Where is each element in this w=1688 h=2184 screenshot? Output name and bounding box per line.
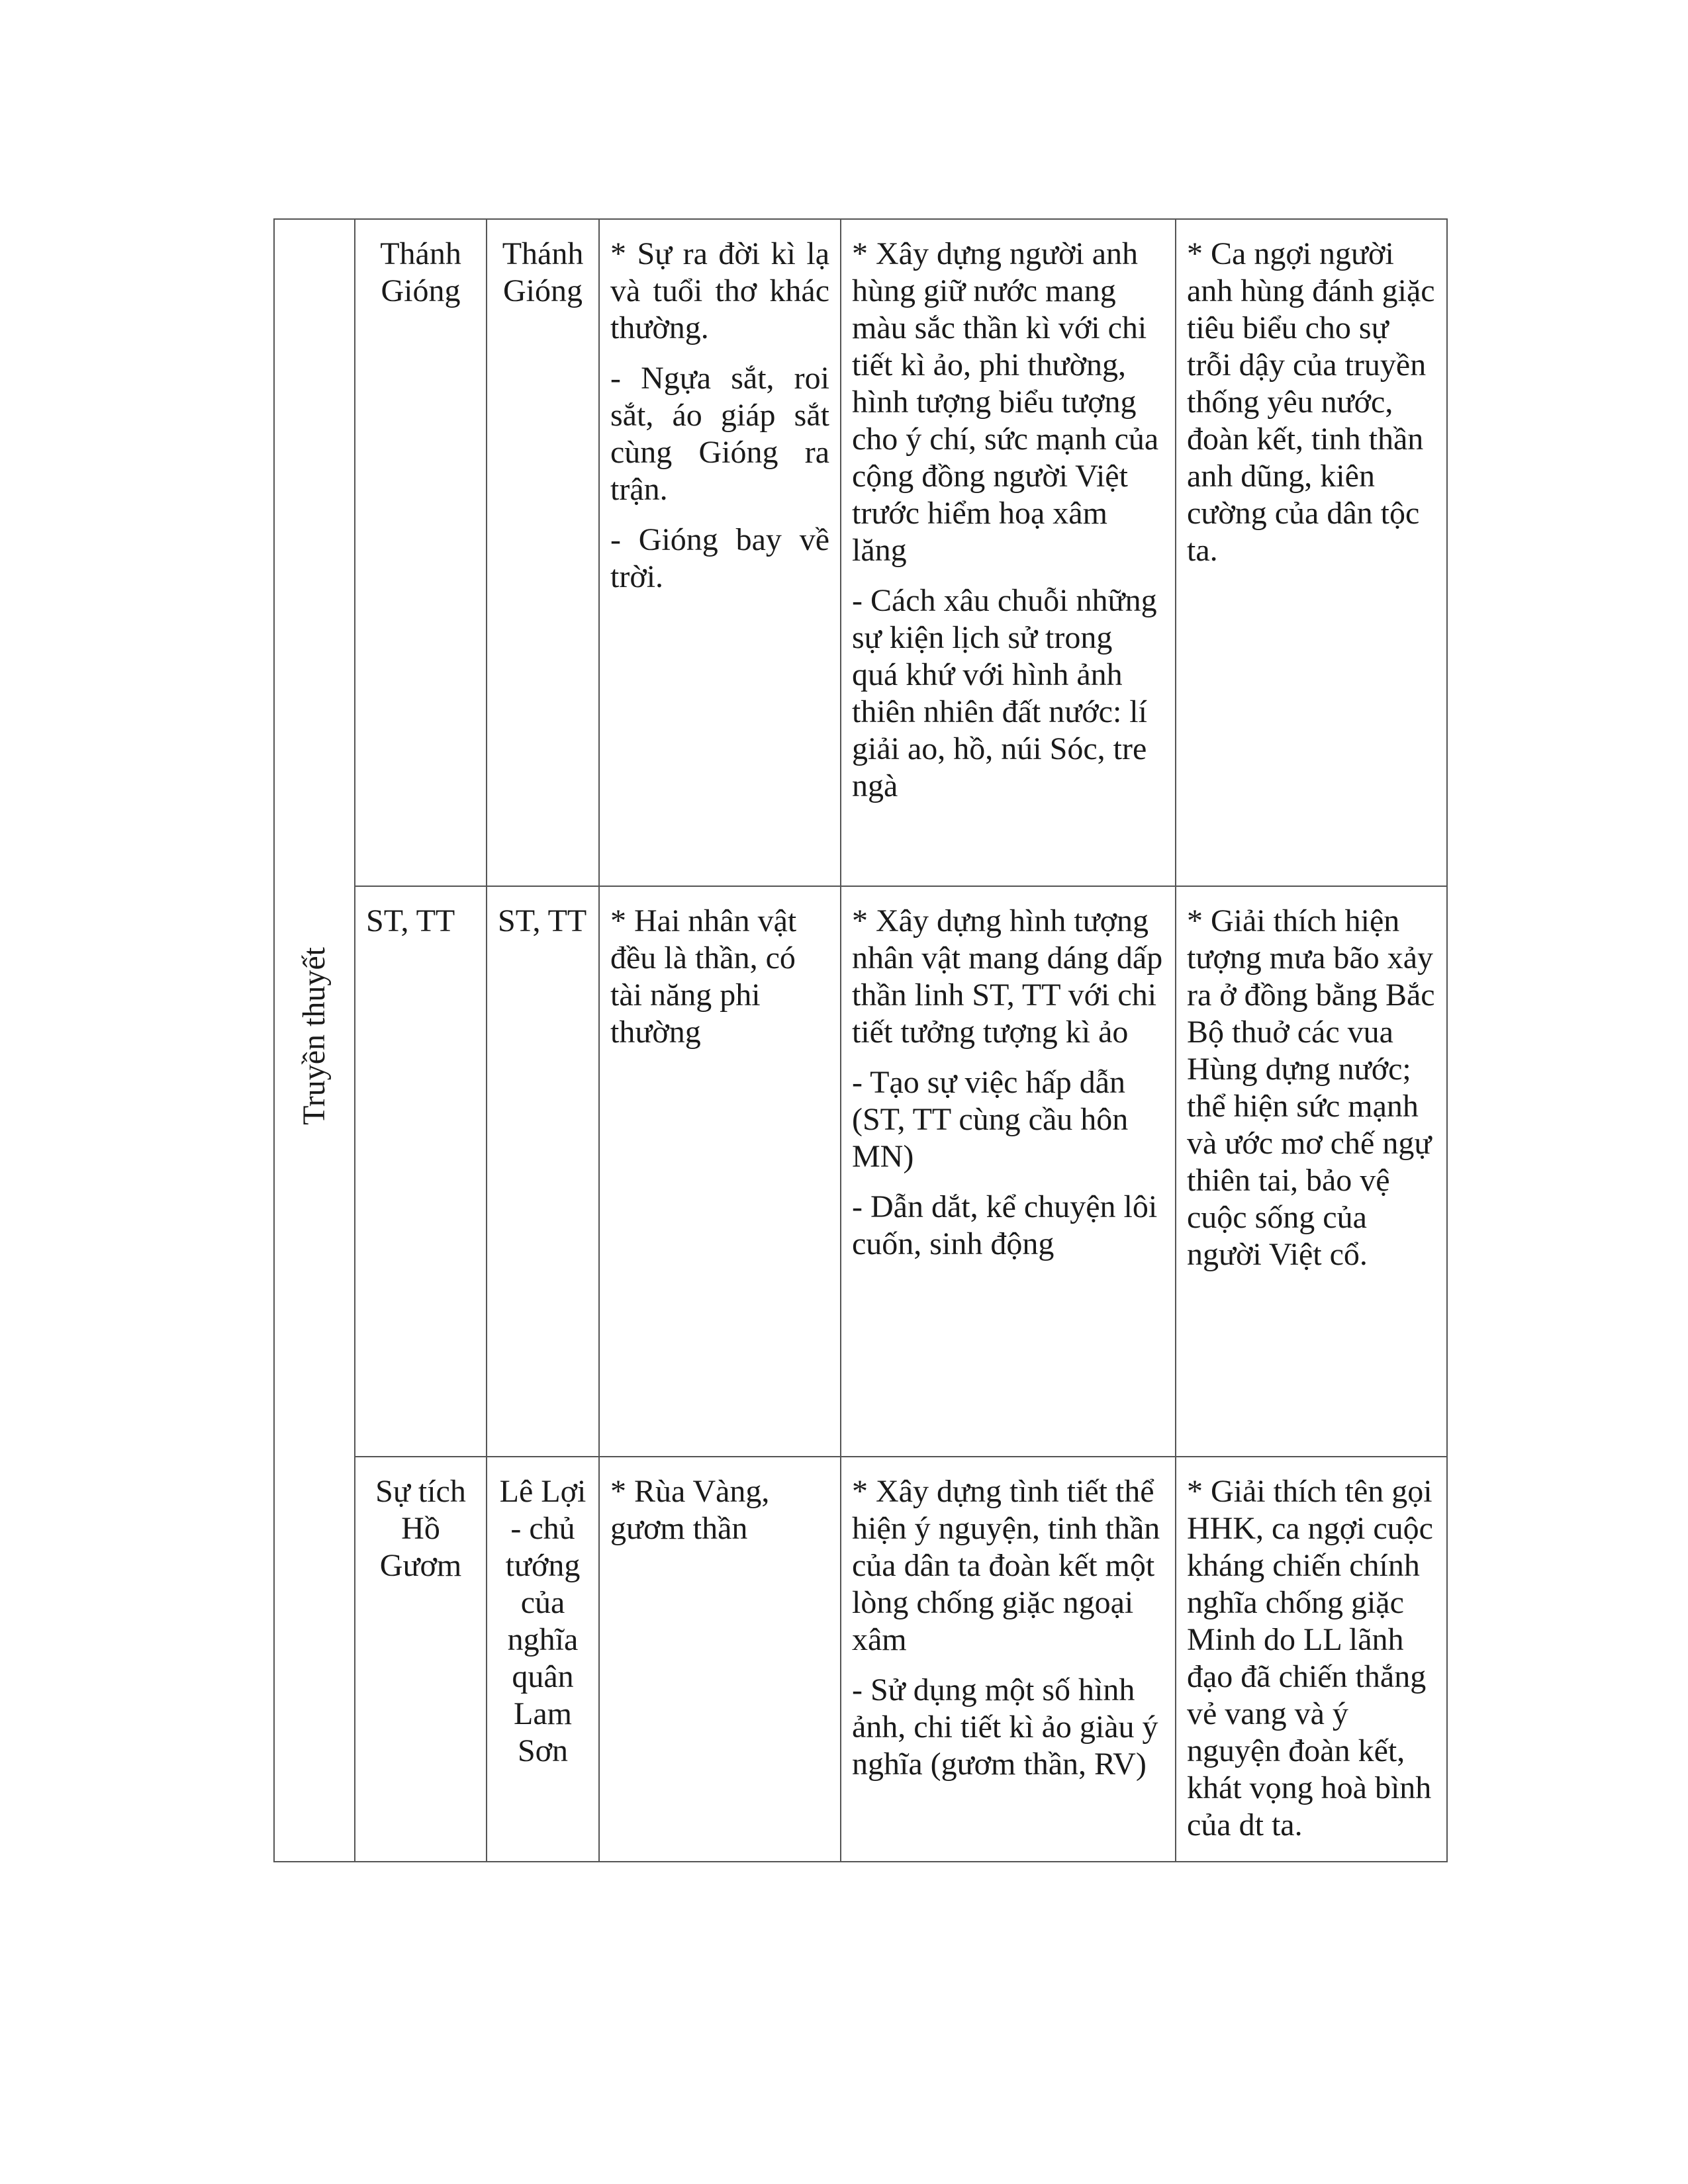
meaning-cell	[1176, 886, 1447, 1457]
plot-paragraph: - Gióng bay về trời.	[610, 522, 829, 594]
plot-cell	[599, 1457, 841, 1862]
table-row	[274, 1457, 1447, 1862]
meaning-cell	[1176, 219, 1447, 886]
art-paragraph: - Sử dụng một số hình ảnh, chi tiết kì ảo giàu ý nghĩa (gươm thần, RV)	[852, 1672, 1158, 1782]
art-paragraph: * Xây dựng hình tượng nhân vật mang dáng dấp thần linh ST, TT với chi tiết tưởng tượng kì ảo	[852, 903, 1163, 1050]
plot-paragraph: - Ngựa sắt, roi sắt, áo giáp sắt cùng Gióng ra trận.	[610, 361, 829, 507]
plot-paragraph: * Hai nhân vật đều là thần, có tài năng phi thường	[610, 903, 797, 1050]
art-paragraph: * Xây dựng người anh hùng giữ nước mang màu sắc thần kì với chi tiết kì ảo, phi thường, hình tượng biểu tượng cho ý chí, sức mạnh của cộng đồng người Việt trước hiểm hoạ xâm lăng	[852, 236, 1159, 568]
character-cell: Lê Lợi - chủ tướng của nghĩa quân Lam Sơn	[487, 1457, 599, 1862]
table-row	[274, 219, 1447, 886]
genre-cell	[274, 219, 355, 1862]
table-row	[274, 886, 1447, 1457]
work-title-cell: Sự tích Hồ Gươm	[355, 1457, 487, 1862]
meaning-cell	[1176, 1457, 1447, 1862]
genre-label: Truyền thuyết	[297, 947, 332, 1125]
meaning-paragraph: * Giải thích tên gọi HHK, ca ngợi cuộc kháng chiến chính nghĩa chống giặc Minh do LL lãnh đạo đã chiến thắng vẻ vang và ý nguyện đoàn kết, khát vọng hoà bình của dt ta.	[1187, 1474, 1433, 1843]
work-title-cell: Thánh Gióng	[355, 219, 487, 886]
literature-summary-table	[273, 218, 1448, 1862]
meaning-paragraph: * Giải thích hiện tượng mưa bão xảy ra ở đồng bằng Bắc Bộ thuở các vua Hùng dựng nước; thể hiện sức mạnh và ước mơ chế ngự thiên tai, bảo vệ cuộc sống của người Việt cổ.	[1187, 903, 1435, 1272]
art-paragraph: - Dẫn dắt, kể chuyện lôi cuốn, sinh động	[852, 1189, 1158, 1261]
work-title-cell: ST, TT	[355, 886, 487, 1457]
plot-cell	[599, 886, 841, 1457]
art-cell	[841, 1457, 1176, 1862]
character-cell: Thánh Gióng	[487, 219, 599, 886]
meaning-paragraph: * Ca ngợi người anh hùng đánh giặc tiêu biểu cho sự trỗi dậy của truyền thống yêu nước, đoàn kết, tinh thần anh dũng, kiên cường của dân tộc ta.	[1187, 236, 1435, 568]
character-cell: ST, TT	[487, 886, 599, 1457]
art-paragraph: * Xây dựng tình tiết thể hiện ý nguyện, tinh thần của dân ta đoàn kết một lòng chống giặc ngoại xâm	[852, 1474, 1160, 1657]
art-cell	[841, 219, 1176, 886]
plot-paragraph: * Sự ra đời kì lạ và tuổi thơ khác thường.	[610, 236, 829, 345]
art-paragraph: - Tạo sự việc hấp dẫn (ST, TT cùng cầu hôn MN)	[852, 1065, 1129, 1174]
art-cell	[841, 886, 1176, 1457]
plot-paragraph: * Rùa Vàng, gươm thần	[610, 1474, 770, 1546]
art-paragraph: - Cách xâu chuỗi những sự kiện lịch sử trong quá khứ với hình ảnh thiên nhiên đất nước: lí giải ao, hồ, núi Sóc, tre ngà	[852, 583, 1157, 803]
plot-cell	[599, 219, 841, 886]
